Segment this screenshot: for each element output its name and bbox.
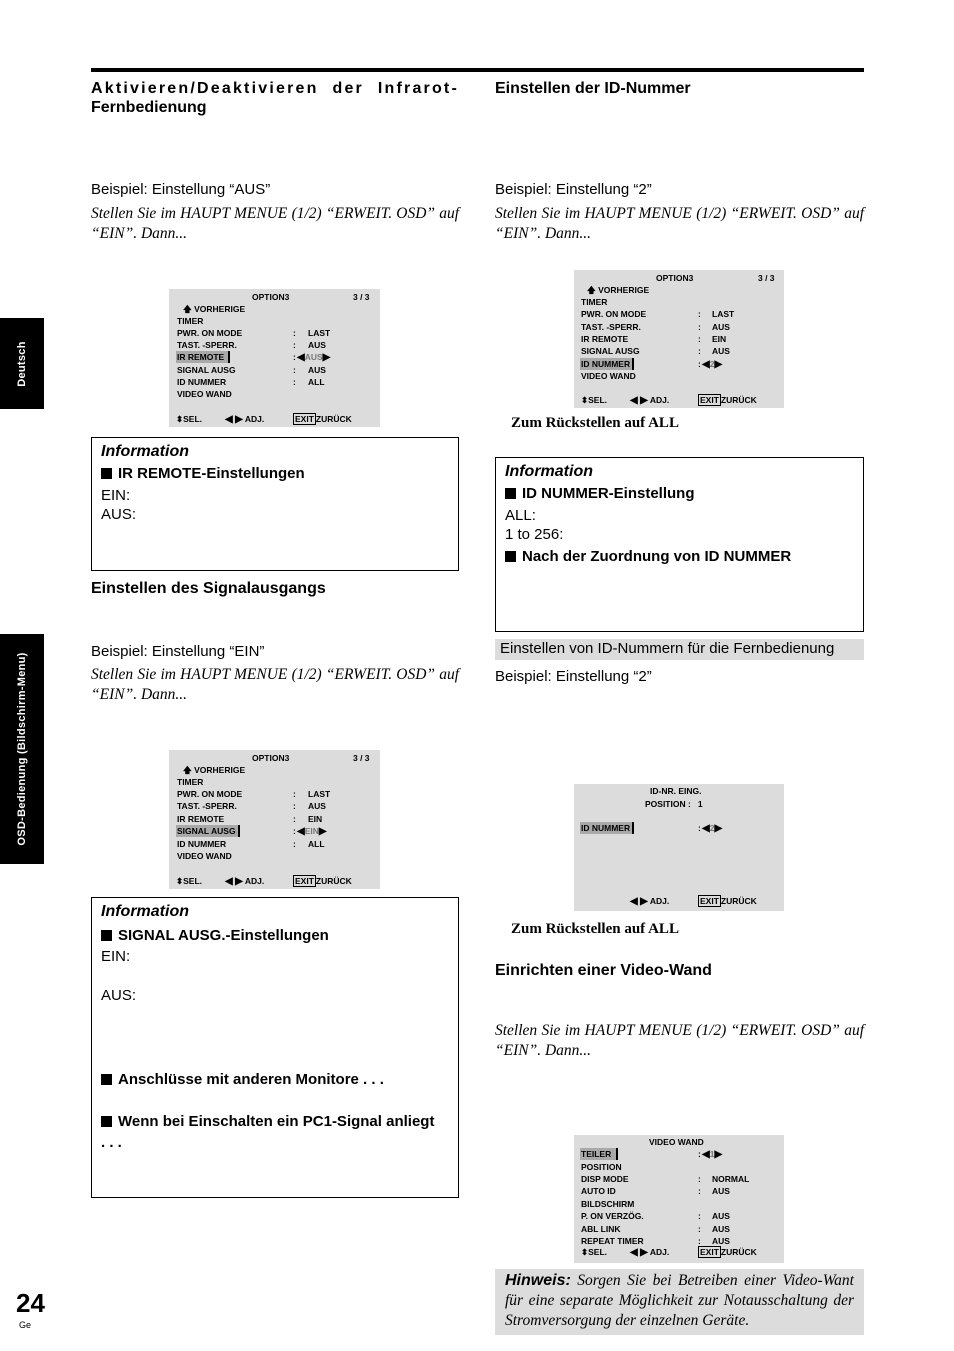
osd-label-signal[interactable]: SIGNAL AUSG [581, 346, 640, 356]
hint-label: Hinweis: [505, 1272, 571, 1289]
hint-text: Sorgen Sie bei Betreiben einer Video-Want für eine separate Möglichkeit zur Notausschaltung der Stromversorgung der einzelnen Geräte. [505, 1272, 854, 1329]
osd-label-signal[interactable]: SIGNAL AUSG [177, 365, 236, 375]
osd-idnr-label[interactable]: ID NUMMER [580, 822, 634, 834]
osd-page: 3 / 3 [353, 753, 370, 763]
osd-value-pwr: LAST [308, 328, 331, 338]
osd-value-signal[interactable]: ◀EIN▶ [297, 826, 327, 837]
osd-signal-menu: OPTION3 3 / 3 🡅 VORHERIGE TIMER PWR. ON MODE TAST. -SPERR. IR REMOTE SIGNAL AUSG ID NUMMER VIDEO WAND : : : : : LAST AUS EIN ◀EIN▶ ALL ⬍SEL. ◀ ▶ ADJ. EXIT ZURÜCK [169, 750, 380, 889]
osd-value-signal: AUS [712, 346, 730, 356]
reset-note-2: Zum Rückstellen auf ALL [511, 921, 679, 937]
remote-example: Beispiel: Einstellung “2” [495, 668, 652, 685]
left-triangle-icon: ◀ [297, 826, 305, 837]
osd-wall-label-teiler[interactable]: TEILER [580, 1148, 618, 1160]
signal-info-title: Information [101, 903, 189, 920]
osd-page: 3 / 3 [353, 292, 370, 302]
osd-value-signal: AUS [308, 365, 326, 375]
osd-label-ir-remote[interactable]: IR REMOTE [177, 814, 225, 824]
language-tab [0, 318, 44, 409]
left-triangle-icon: ◀ [702, 1149, 710, 1160]
ir-example: Beispiel: Einstellung “AUS” [91, 181, 271, 198]
left-triangle-icon: ◀ [630, 395, 638, 406]
osd-wall-value-abl: AUS [712, 1224, 730, 1234]
id-info-bullet1: ID NUMMER-Einstellung [505, 485, 695, 502]
osd-adj-hint: ◀ ▶ ADJ. [225, 414, 265, 425]
osd-value-tast: AUS [308, 340, 326, 350]
osd-label-timer[interactable]: TIMER [581, 297, 608, 307]
osd-back-item[interactable]: 🡅 VORHERIGE [587, 285, 650, 295]
osd-adj-hint: ◀ ▶ ADJ. [630, 1247, 670, 1258]
osd-label-id[interactable]: ID NUMMER [177, 377, 227, 387]
osd-label-timer[interactable]: TIMER [177, 777, 204, 787]
osd-value-id: ALL [308, 839, 325, 849]
osd-label-wall[interactable]: VIDEO WAND [581, 371, 636, 381]
osd-value-ir-remote: EIN [308, 814, 323, 824]
ir-info-bullet: IR REMOTE-Einstellungen [101, 465, 305, 482]
right-triangle-icon: ▶ [640, 1247, 648, 1258]
signal-info-bullet1: SIGNAL AUSG.-Einstellungen [101, 927, 329, 944]
osd-wall-value-disp: NORMAL [712, 1174, 750, 1184]
osd-title: OPTION3 [252, 753, 290, 763]
osd-value-ir-remote: EIN [712, 334, 727, 344]
osd-idnr-value[interactable]: ◀2▶ [702, 823, 723, 834]
page-lang-code: Ge [19, 1320, 32, 1330]
ir-info-box [91, 437, 459, 571]
left-triangle-icon: ◀ [225, 876, 233, 887]
osd-label-tast[interactable]: TAST. -SPERR. [177, 801, 237, 811]
osd-value-id: ALL [308, 377, 325, 387]
osd-idnr-title: ID-NR. EING. [650, 786, 702, 796]
id-info-title: Information [505, 463, 593, 480]
osd-label-ir-remote[interactable]: IR REMOTE [581, 334, 629, 344]
osd-exit-hint[interactable]: EXIT ZURÜCK [700, 395, 757, 405]
osd-wall-label-autoid[interactable]: AUTO ID [581, 1186, 616, 1196]
id-instruction: Stellen Sie im HAUPT MENUE (1/2) “ERWEIT. OSD” auf “EIN”. Dann... [495, 205, 864, 242]
id-heading: Einstellen der ID-Nummer [495, 80, 691, 97]
osd-label-wall[interactable]: VIDEO WAND [177, 389, 232, 399]
signal-instruction: Stellen Sie im HAUPT MENUE (1/2) “ERWEIT. OSD” auf “EIN”. Dann... [91, 666, 459, 703]
left-triangle-icon: ◀ [702, 823, 710, 834]
id-info-bullet2: Nach der Zuordnung von ID NUMMER [505, 548, 791, 565]
osd-wall-label-position[interactable]: POSITION [581, 1162, 622, 1172]
osd-label-timer[interactable]: TIMER [177, 316, 204, 326]
osd-label-pwr[interactable]: PWR. ON MODE [177, 328, 243, 338]
osd-label-tast[interactable]: TAST. -SPERR. [177, 340, 237, 350]
osd-label-wall[interactable]: VIDEO WAND [177, 851, 232, 861]
osd-sel-hint: ⬍SEL. [581, 395, 608, 405]
right-triangle-icon: ▶ [235, 876, 243, 887]
up-arrow-icon: 🡅 [183, 304, 192, 314]
osd-wall-label-disp[interactable]: DISP MODE [581, 1174, 629, 1184]
right-triangle-icon: ▶ [714, 1149, 723, 1160]
osd-sel-hint: ⬍SEL. [581, 1247, 608, 1257]
osd-exit-hint[interactable]: EXIT ZURÜCK [295, 876, 352, 886]
ir-info-title: Information [101, 443, 189, 460]
hint-box [495, 1269, 864, 1335]
wall-heading: Einrichten einer Video-Wand [495, 962, 712, 979]
ir-info-ein: EIN: [101, 487, 131, 504]
id-example: Beispiel: Einstellung “2” [495, 181, 652, 198]
id-info-box [495, 457, 864, 632]
osd-label-tast[interactable]: TAST. -SPERR. [581, 322, 641, 332]
remote-id-bar: Einstellen von ID-Nummern für die Fernbedienung [495, 639, 864, 660]
left-triangle-icon: ◀ [630, 896, 638, 907]
right-triangle-icon: ▶ [322, 352, 331, 363]
osd-label-pwr[interactable]: PWR. ON MODE [177, 789, 243, 799]
osd-wall-title: VIDEO WAND [649, 1137, 704, 1147]
right-triangle-icon: ▶ [714, 359, 723, 370]
ir-heading-line1: Aktivieren/Deaktivieren der Infrarot- [91, 80, 459, 97]
right-triangle-icon: ▶ [640, 896, 648, 907]
osd-idnr-menu: ID-NR. EING. POSITION : 1 ID NUMMER : ◀2▶ ◀ ▶ ADJ. EXIT ZURÜCK [574, 784, 784, 911]
up-arrow-icon: 🡅 [587, 285, 596, 295]
signal-info-bullet3-cont: . . . [101, 1134, 122, 1151]
osd-label-id[interactable]: ID NUMMER [580, 358, 634, 370]
osd-exit-hint[interactable]: EXIT ZURÜCK [700, 1247, 757, 1257]
left-triangle-icon: ◀ [702, 359, 710, 370]
osd-value-pwr: LAST [712, 309, 735, 319]
signal-heading: Einstellen des Signalausgangs [91, 580, 326, 597]
osd-wall-label-abl[interactable]: ABL LINK [581, 1224, 621, 1234]
osd-adj-hint: ◀ ▶ ADJ. [630, 896, 670, 907]
osd-label-pwr[interactable]: PWR. ON MODE [581, 309, 647, 319]
osd-wall-value-teiler[interactable]: ◀1▶ [702, 1149, 723, 1160]
osd-title: OPTION3 [656, 273, 694, 283]
ir-heading-line2: Fernbedienung [91, 99, 207, 116]
signal-info-bullet2: Anschlüsse mit anderen Monitore . . . [101, 1071, 384, 1088]
id-info-all: ALL: [505, 507, 536, 524]
osd-exit-hint[interactable]: EXIT ZURÜCK [700, 896, 757, 906]
osd-wall-label-verzoeg[interactable]: P. ON VERZÖG. [581, 1211, 644, 1221]
language-tab-label: Deutsch [16, 340, 28, 387]
left-triangle-icon: ◀ [225, 414, 233, 425]
osd-value-tast: AUS [308, 801, 326, 811]
osd-wall-value-autoid: AUS [712, 1186, 730, 1196]
right-triangle-icon: ▶ [318, 826, 327, 837]
osd-back-item[interactable]: 🡅 VORHERIGE [183, 765, 246, 775]
updown-icon: ⬍ [176, 876, 184, 886]
osd-label-ir-remote[interactable]: IR REMOTE [176, 351, 230, 363]
osd-value-pwr: LAST [308, 789, 331, 799]
osd-wall-menu: VIDEO WAND TEILER POSITION DISP MODE AUTO ID BILDSCHIRM P. ON VERZÖG. ABL LINK REPEAT TIMER : : : : : : ◀1▶ NORMAL AUS AUS AUS AUS ⬍SEL. ◀ ▶ ADJ. EXIT ZURÜCK [574, 1135, 784, 1263]
osd-title: OPTION3 [252, 292, 290, 302]
page-number: 24 [16, 1288, 45, 1318]
osd-label-signal[interactable]: SIGNAL AUSG [176, 825, 240, 837]
section-tab-label: OSD-Bedienung (Bildschirm-Menu) [16, 652, 28, 846]
osd-ir-remote-menu: OPTION3 3 / 3 🡅 VORHERIGE TIMER PWR. ON MODE TAST. -SPERR. IR REMOTE SIGNAL AUSG ID NUMMER VIDEO WAND : : : : : LAST AUS ◀AUS▶ AUS ALL ⬍SEL. ◀ ▶ ADJ. EXIT ZURÜCK [169, 289, 380, 427]
updown-icon: ⬍ [176, 414, 184, 424]
signal-info-aus: AUS: [101, 987, 137, 1004]
osd-idnr-position: POSITION : 1 [645, 799, 703, 809]
osd-wall-value-repeat: AUS [712, 1236, 730, 1246]
updown-icon: ⬍ [581, 1247, 589, 1257]
osd-wall-label-bildschirm[interactable]: BILDSCHIRM [581, 1199, 635, 1209]
signal-info-box [91, 897, 459, 1198]
osd-adj-hint: ◀ ▶ ADJ. [630, 395, 670, 406]
id-info-range: 1 to 256: [505, 526, 564, 543]
osd-value-id[interactable]: ◀2▶ [702, 359, 723, 370]
osd-label-id[interactable]: ID NUMMER [177, 839, 227, 849]
osd-sel-hint: ⬍SEL. [176, 876, 203, 886]
osd-wall-value-verzoeg: AUS [712, 1211, 730, 1221]
wall-instruction: Stellen Sie im HAUPT MENUE (1/2) “ERWEIT. OSD” auf “EIN”. Dann... [495, 1022, 864, 1059]
right-triangle-icon: ▶ [640, 395, 648, 406]
osd-page: 3 / 3 [758, 273, 775, 283]
osd-id-menu: OPTION3 3 / 3 🡅 VORHERIGE TIMER PWR. ON MODE TAST. -SPERR. IR REMOTE SIGNAL AUSG ID NUMMER VIDEO WAND : : : : : LAST AUS EIN AUS ◀2▶ ⬍SEL. ◀ ▶ ADJ. EXIT ZURÜCK [574, 270, 784, 408]
ir-instruction: Stellen Sie im HAUPT MENUE (1/2) “ERWEIT. OSD” auf “EIN”. Dann... [91, 205, 459, 242]
section-tab [0, 634, 44, 864]
signal-info-ein: EIN: [101, 948, 131, 965]
osd-adj-hint: ◀ ▶ ADJ. [225, 876, 265, 887]
right-triangle-icon: ▶ [235, 414, 243, 425]
updown-icon: ⬍ [581, 395, 589, 405]
osd-wall-label-repeat[interactable]: REPEAT TIMER [581, 1236, 644, 1246]
up-arrow-icon: 🡅 [183, 765, 192, 775]
left-triangle-icon: ◀ [297, 352, 305, 363]
osd-value-tast: AUS [712, 322, 730, 332]
osd-exit-hint[interactable]: EXIT ZURÜCK [295, 414, 352, 424]
signal-info-bullet3: Wenn bei Einschalten ein PC1-Signal anliegt [101, 1113, 434, 1130]
osd-value-ir-remote[interactable]: ◀AUS▶ [297, 352, 331, 363]
right-triangle-icon: ▶ [714, 823, 723, 834]
left-triangle-icon: ◀ [630, 1247, 638, 1258]
signal-example: Beispiel: Einstellung “EIN” [91, 643, 265, 660]
reset-note-1: Zum Rückstellen auf ALL [511, 415, 679, 431]
ir-info-aus: AUS: [101, 506, 137, 523]
osd-sel-hint: ⬍SEL. [176, 414, 203, 424]
top-rule [91, 68, 864, 72]
osd-back-item[interactable]: 🡅 VORHERIGE [183, 304, 246, 314]
